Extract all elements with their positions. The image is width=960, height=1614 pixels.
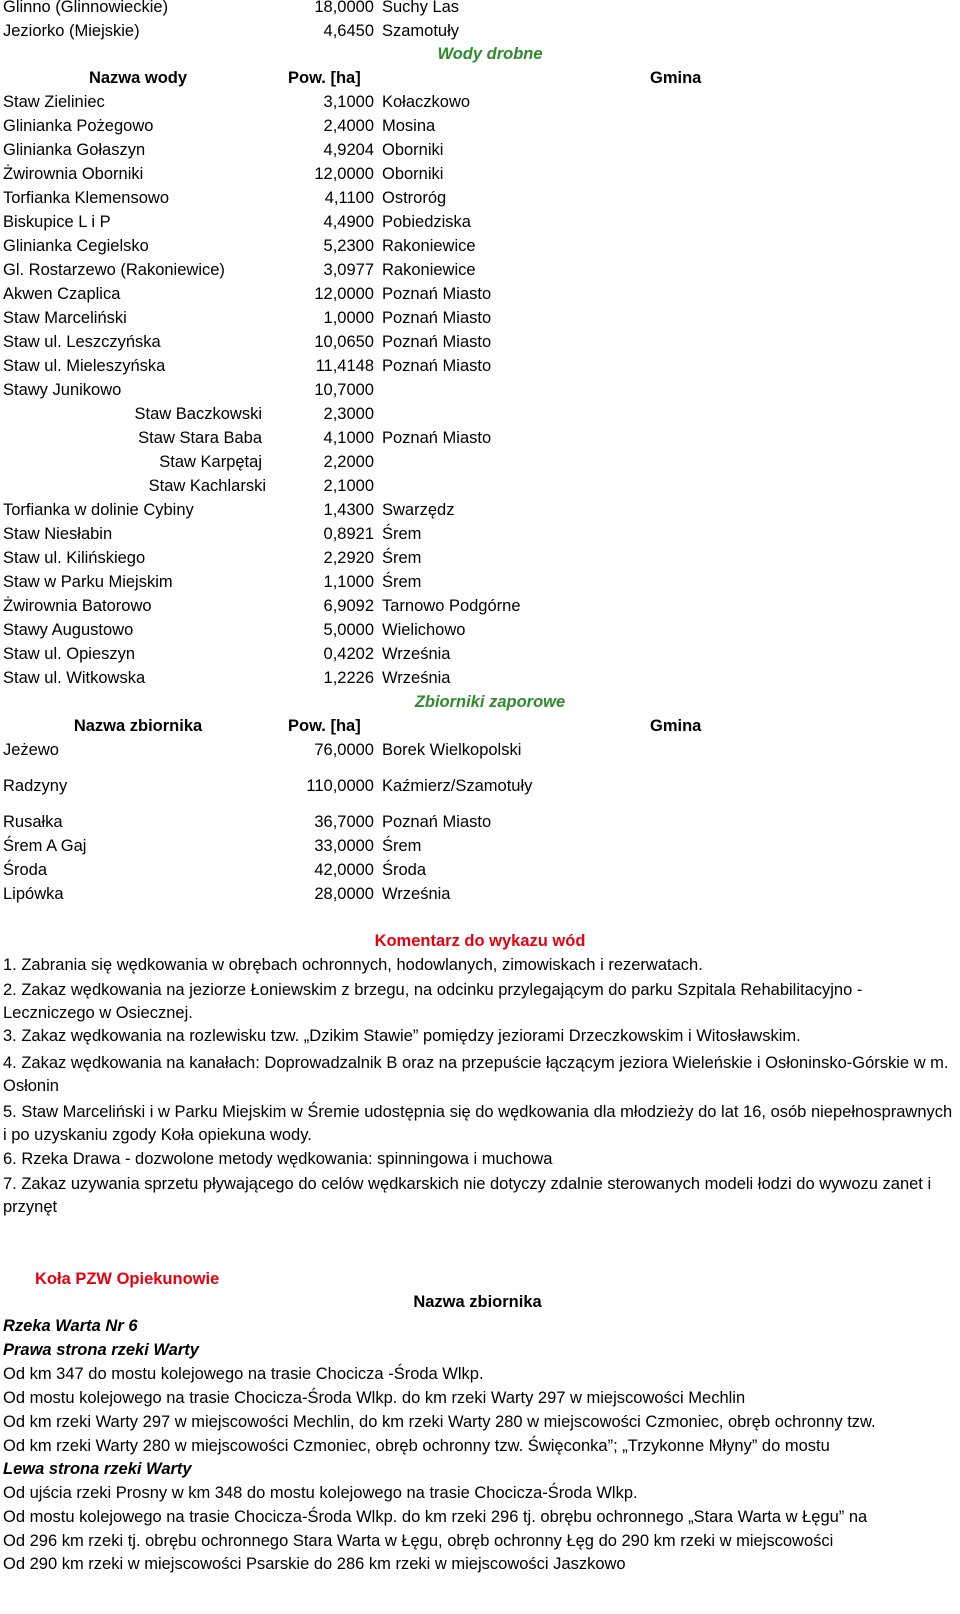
column-header-gmina: Gmina	[650, 717, 702, 735]
water-name: Staw Karpętaj	[159, 453, 262, 471]
water-area: 2,2920	[323, 549, 374, 567]
table-row	[0, 474, 960, 498]
right-bank-item: Od mostu kolejowego na trasie Chocicza-Środa Wlkp. do km rzeki Warty 297 w miejscowości Mechlin	[3, 1389, 746, 1407]
reservoir-name: Radzyny	[3, 777, 68, 795]
water-gmina: Tarnowo Podgórne	[382, 597, 521, 615]
table-row	[0, 330, 960, 354]
right-bank-item: Od km rzeki Warty 280 w miejscowości Czmoniec, obręb ochronny tzw. Święconka”; „Trzykonne Młyny” do mostu	[3, 1437, 830, 1455]
reservoir-name: Jeżewo	[3, 741, 59, 759]
section-heading-row	[0, 42, 960, 66]
water-name: Staw Niesłabin	[3, 525, 113, 543]
water-gmina: Swarzędz	[382, 501, 455, 519]
table-row	[0, 378, 960, 402]
water-area: 2,2000	[323, 453, 374, 471]
water-area: 2,1000	[323, 477, 374, 495]
water-name: Staw Baczkowski	[134, 405, 262, 423]
table-row	[0, 138, 960, 162]
reservoir-name: Śrem A Gaj	[3, 837, 87, 855]
table-row	[0, 90, 960, 114]
kola-title: Koła PZW Opiekunowie	[35, 1270, 220, 1288]
right-bank-title: Prawa strona rzeki Warty	[3, 1341, 199, 1359]
table-row	[0, 882, 960, 906]
water-name: Staw w Parku Miejskim	[3, 573, 173, 591]
table-row	[0, 546, 960, 570]
water-gmina: Śrem	[382, 573, 422, 591]
table-header-row	[0, 66, 960, 90]
table-row	[0, 186, 960, 210]
water-name: Jeziorko (Miejskie)	[3, 22, 140, 40]
reservoir-gmina: Poznań Miasto	[382, 813, 492, 831]
table-row	[0, 858, 960, 882]
water-area: 2,3000	[323, 405, 374, 423]
right-bank-item: Od km 347 do mostu kolejowego na trasie Chocicza -Środa Wlkp.	[3, 1365, 484, 1383]
water-area: 10,0650	[314, 333, 374, 351]
table-row	[0, 522, 960, 546]
table-row	[0, 306, 960, 330]
water-area: 4,6450	[323, 22, 374, 40]
kola-header: Nazwa zbiornika	[413, 1293, 542, 1311]
section-title-zbiorniki: Zbiorniki zaporowe	[414, 693, 566, 711]
water-area: 5,0000	[323, 621, 374, 639]
section-title-wody-drobne: Wody drobne	[437, 45, 543, 63]
table-row	[0, 834, 960, 858]
comment-item: 4. Zakaz wędkowania na kanałach: Doprowadzalnik B oraz na przepuście łączącym jeziora Wieleńskie i Osłoninsko-Górskie w m. Osłonin	[3, 1054, 949, 1095]
table-row	[0, 402, 960, 426]
table-row	[0, 210, 960, 234]
column-header-name: Nazwa zbiornika	[73, 717, 203, 735]
table-row	[0, 258, 960, 282]
table-row	[0, 282, 960, 306]
table-row	[0, 354, 960, 378]
water-area: 18,0000	[314, 0, 374, 16]
water-area: 4,1000	[323, 429, 374, 447]
water-gmina: Poznań Miasto	[382, 429, 492, 447]
comment-item: 6. Rzeka Drawa - dozwolone metody wędkowania: spinningowa i muchowa	[3, 1150, 553, 1168]
comment-item: 1. Zabrania się wędkowania w obrębach ochronnych, hodowlanych, zimowiskach i rezerwatach.	[3, 956, 703, 974]
water-name: Stawy Augustowo	[3, 621, 134, 639]
water-name: Glinianka Pożegowo	[3, 117, 154, 135]
water-gmina: Poznań Miasto	[382, 333, 492, 351]
reservoir-area: 76,0000	[314, 741, 374, 759]
section-heading-row	[0, 690, 960, 714]
reservoir-gmina: Środa	[382, 861, 427, 879]
left-bank-item: Od 290 km rzeki w miejscowości Psarskie do 286 km rzeki w miejscowości Jaszkowo	[3, 1555, 626, 1573]
table-row	[0, 774, 960, 798]
water-area: 11,4148	[315, 357, 374, 375]
water-gmina: Poznań Miasto	[382, 309, 492, 327]
comment-heading-row	[0, 929, 960, 953]
reservoir-gmina: Kaźmierz/Szamotuły	[382, 777, 533, 795]
water-gmina: Oborniki	[382, 141, 444, 159]
water-area: 3,0977	[323, 261, 374, 279]
water-gmina: Września	[382, 669, 451, 687]
water-gmina: Poznań Miasto	[382, 285, 492, 303]
right-bank-item: Od km rzeki Warty 297 w miejscowości Mechlin, do km rzeki Warty 280 w miejscowości Czmoniec, obręb ochronny tzw.	[3, 1413, 876, 1431]
reservoir-area: 42,0000	[314, 861, 374, 879]
water-name: Glinianka Cegielsko	[3, 237, 149, 255]
table-row	[0, 234, 960, 258]
water-name: Staw Stara Baba	[138, 429, 262, 447]
water-name: Staw ul. Witkowska	[3, 669, 146, 687]
water-area: 0,8921	[323, 525, 374, 543]
water-gmina: Śrem	[382, 525, 422, 543]
water-name: Glinno (Glinnowieckie)	[3, 0, 169, 16]
reservoir-area: 28,0000	[314, 885, 374, 903]
table-row	[0, 618, 960, 642]
reservoir-gmina: Września	[382, 885, 451, 903]
table-row	[0, 426, 960, 450]
reservoir-name: Rusałka	[3, 813, 63, 831]
comment-title: Komentarz do wykazu wód	[374, 932, 586, 950]
water-area: 1,0000	[323, 309, 374, 327]
water-area: 1,2226	[323, 669, 374, 687]
river-title: Rzeka Warta Nr 6	[3, 1317, 138, 1335]
water-area: 1,4300	[323, 501, 374, 519]
table-row	[0, 738, 960, 762]
reservoir-gmina: Śrem	[382, 837, 422, 855]
water-gmina: Pobiedziska	[382, 213, 471, 231]
water-gmina: Rakoniewice	[382, 237, 476, 255]
water-gmina: Ostroróg	[382, 189, 447, 207]
reservoir-gmina: Borek Wielkopolski	[382, 741, 522, 759]
water-area: 1,1000	[323, 573, 374, 591]
water-name: Staw ul. Opieszyn	[3, 645, 136, 663]
comment-item: 5. Staw Marceliński i w Parku Miejskim w Śremie udostępnia się do wędkowania dla młodzieży do lat 16, osób niepełnosprawnych i po uzyskaniu zgody Koła opiekuna wody.	[3, 1103, 953, 1144]
water-name: Żwirownia Oborniki	[3, 165, 144, 183]
water-name: Staw Kachlarski	[148, 477, 266, 495]
water-gmina: Września	[382, 645, 451, 663]
water-name: Staw ul. Mieleszyńska	[3, 357, 166, 375]
table-row	[0, 570, 960, 594]
water-name: Torfianka w dolinie Cybiny	[3, 501, 194, 519]
table-row	[0, 642, 960, 666]
water-area: 0,4202	[323, 645, 374, 663]
comment-item: 2. Zakaz wędkowania na jeziorze Łoniewskim z brzegu, na odcinku przylegającym do parku Szpitala Rehabilitacyjno - Leczniczego w Osiecznej.	[3, 981, 863, 1022]
table-row	[0, 810, 960, 834]
table-row	[0, 594, 960, 618]
table-row	[0, 162, 960, 186]
reservoir-area: 110,0000	[306, 777, 374, 795]
column-header-gmina: Gmina	[650, 69, 702, 87]
water-name: Gl. Rostarzewo (Rakoniewice)	[3, 261, 225, 279]
water-area: 6,9092	[323, 597, 374, 615]
water-name: Staw ul. Leszczyńska	[3, 333, 161, 351]
water-gmina: Śrem	[382, 549, 422, 567]
water-area: 5,2300	[323, 237, 374, 255]
left-bank-item: Od ujścia rzeki Prosny w km 348 do mostu kolejowego na trasie Chocicza-Środa Wlkp.	[3, 1484, 638, 1502]
water-area: 4,9204	[323, 141, 374, 159]
water-gmina: Suchy Las	[382, 0, 460, 16]
water-name: Żwirownia Batorowo	[3, 597, 152, 615]
table-header-row	[0, 714, 960, 738]
comment-item: 3. Zakaz wędkowania na rozlewisku tzw. „Dzikim Stawie” pomiędzy jeziorami Drzeczkowskim i Witosławskim.	[3, 1027, 801, 1045]
water-gmina: Kołaczkowo	[382, 93, 471, 111]
water-gmina: Poznań Miasto	[382, 357, 492, 375]
water-area: 3,1000	[323, 93, 374, 111]
water-gmina: Wielichowo	[382, 621, 466, 639]
water-area: 12,0000	[314, 165, 374, 183]
water-area: 4,1100	[324, 189, 374, 207]
water-area: 4,4900	[323, 213, 374, 231]
column-header-name: Nazwa wody	[88, 69, 188, 87]
table-row	[0, 114, 960, 138]
table-row	[0, 666, 960, 690]
table-row	[0, 19, 960, 43]
left-bank-item: Od mostu kolejowego na trasie Chocicza-Środa Wlkp. do km rzeki 296 tj. obrębu ochronnego „Stara Warta w Łęgu” na	[3, 1508, 868, 1526]
reservoir-area: 33,0000	[314, 837, 374, 855]
column-header-area: Pow. [ha]	[288, 69, 361, 87]
reservoir-name: Środa	[3, 861, 48, 879]
water-name: Torfianka Klemensowo	[3, 189, 169, 207]
water-name: Staw Zieliniec	[3, 93, 105, 111]
water-name: Glinianka Gołaszyn	[3, 141, 146, 159]
water-name: Akwen Czaplica	[3, 285, 121, 303]
water-name: Staw Marceliński	[3, 309, 127, 327]
water-gmina: Mosina	[382, 117, 436, 135]
water-name: Biskupice L i P	[3, 213, 111, 231]
water-gmina: Szamotuły	[382, 22, 460, 40]
water-area: 2,4000	[323, 117, 374, 135]
left-bank-title: Lewa strona rzeki Warty	[3, 1460, 192, 1478]
water-name: Staw ul. Kilińskiego	[3, 549, 146, 567]
table-row	[0, 450, 960, 474]
comment-item: 7. Zakaz uzywania sprzetu pływającego do celów wędkarskich nie dotyczy zdalnie sterowanych modeli łodzi do wywozu zanet i przynęt	[3, 1175, 932, 1216]
water-area: 12,0000	[314, 285, 374, 303]
column-header-area: Pow. [ha]	[288, 717, 361, 735]
left-bank-item: Od 296 km rzeki tj. obrębu ochronnego Stara Warta w Łęgu, obręb ochronny Łęg do 290 km rzeki w miejscowości	[3, 1532, 834, 1550]
water-gmina: Oborniki	[382, 165, 444, 183]
reservoir-area: 36,7000	[314, 813, 374, 831]
table-row	[0, 498, 960, 522]
reservoir-name: Lipówka	[3, 885, 64, 903]
water-gmina: Rakoniewice	[382, 261, 476, 279]
table-row	[0, 0, 960, 19]
water-name: Stawy Junikowo	[3, 381, 122, 399]
water-area: 10,7000	[314, 381, 374, 399]
